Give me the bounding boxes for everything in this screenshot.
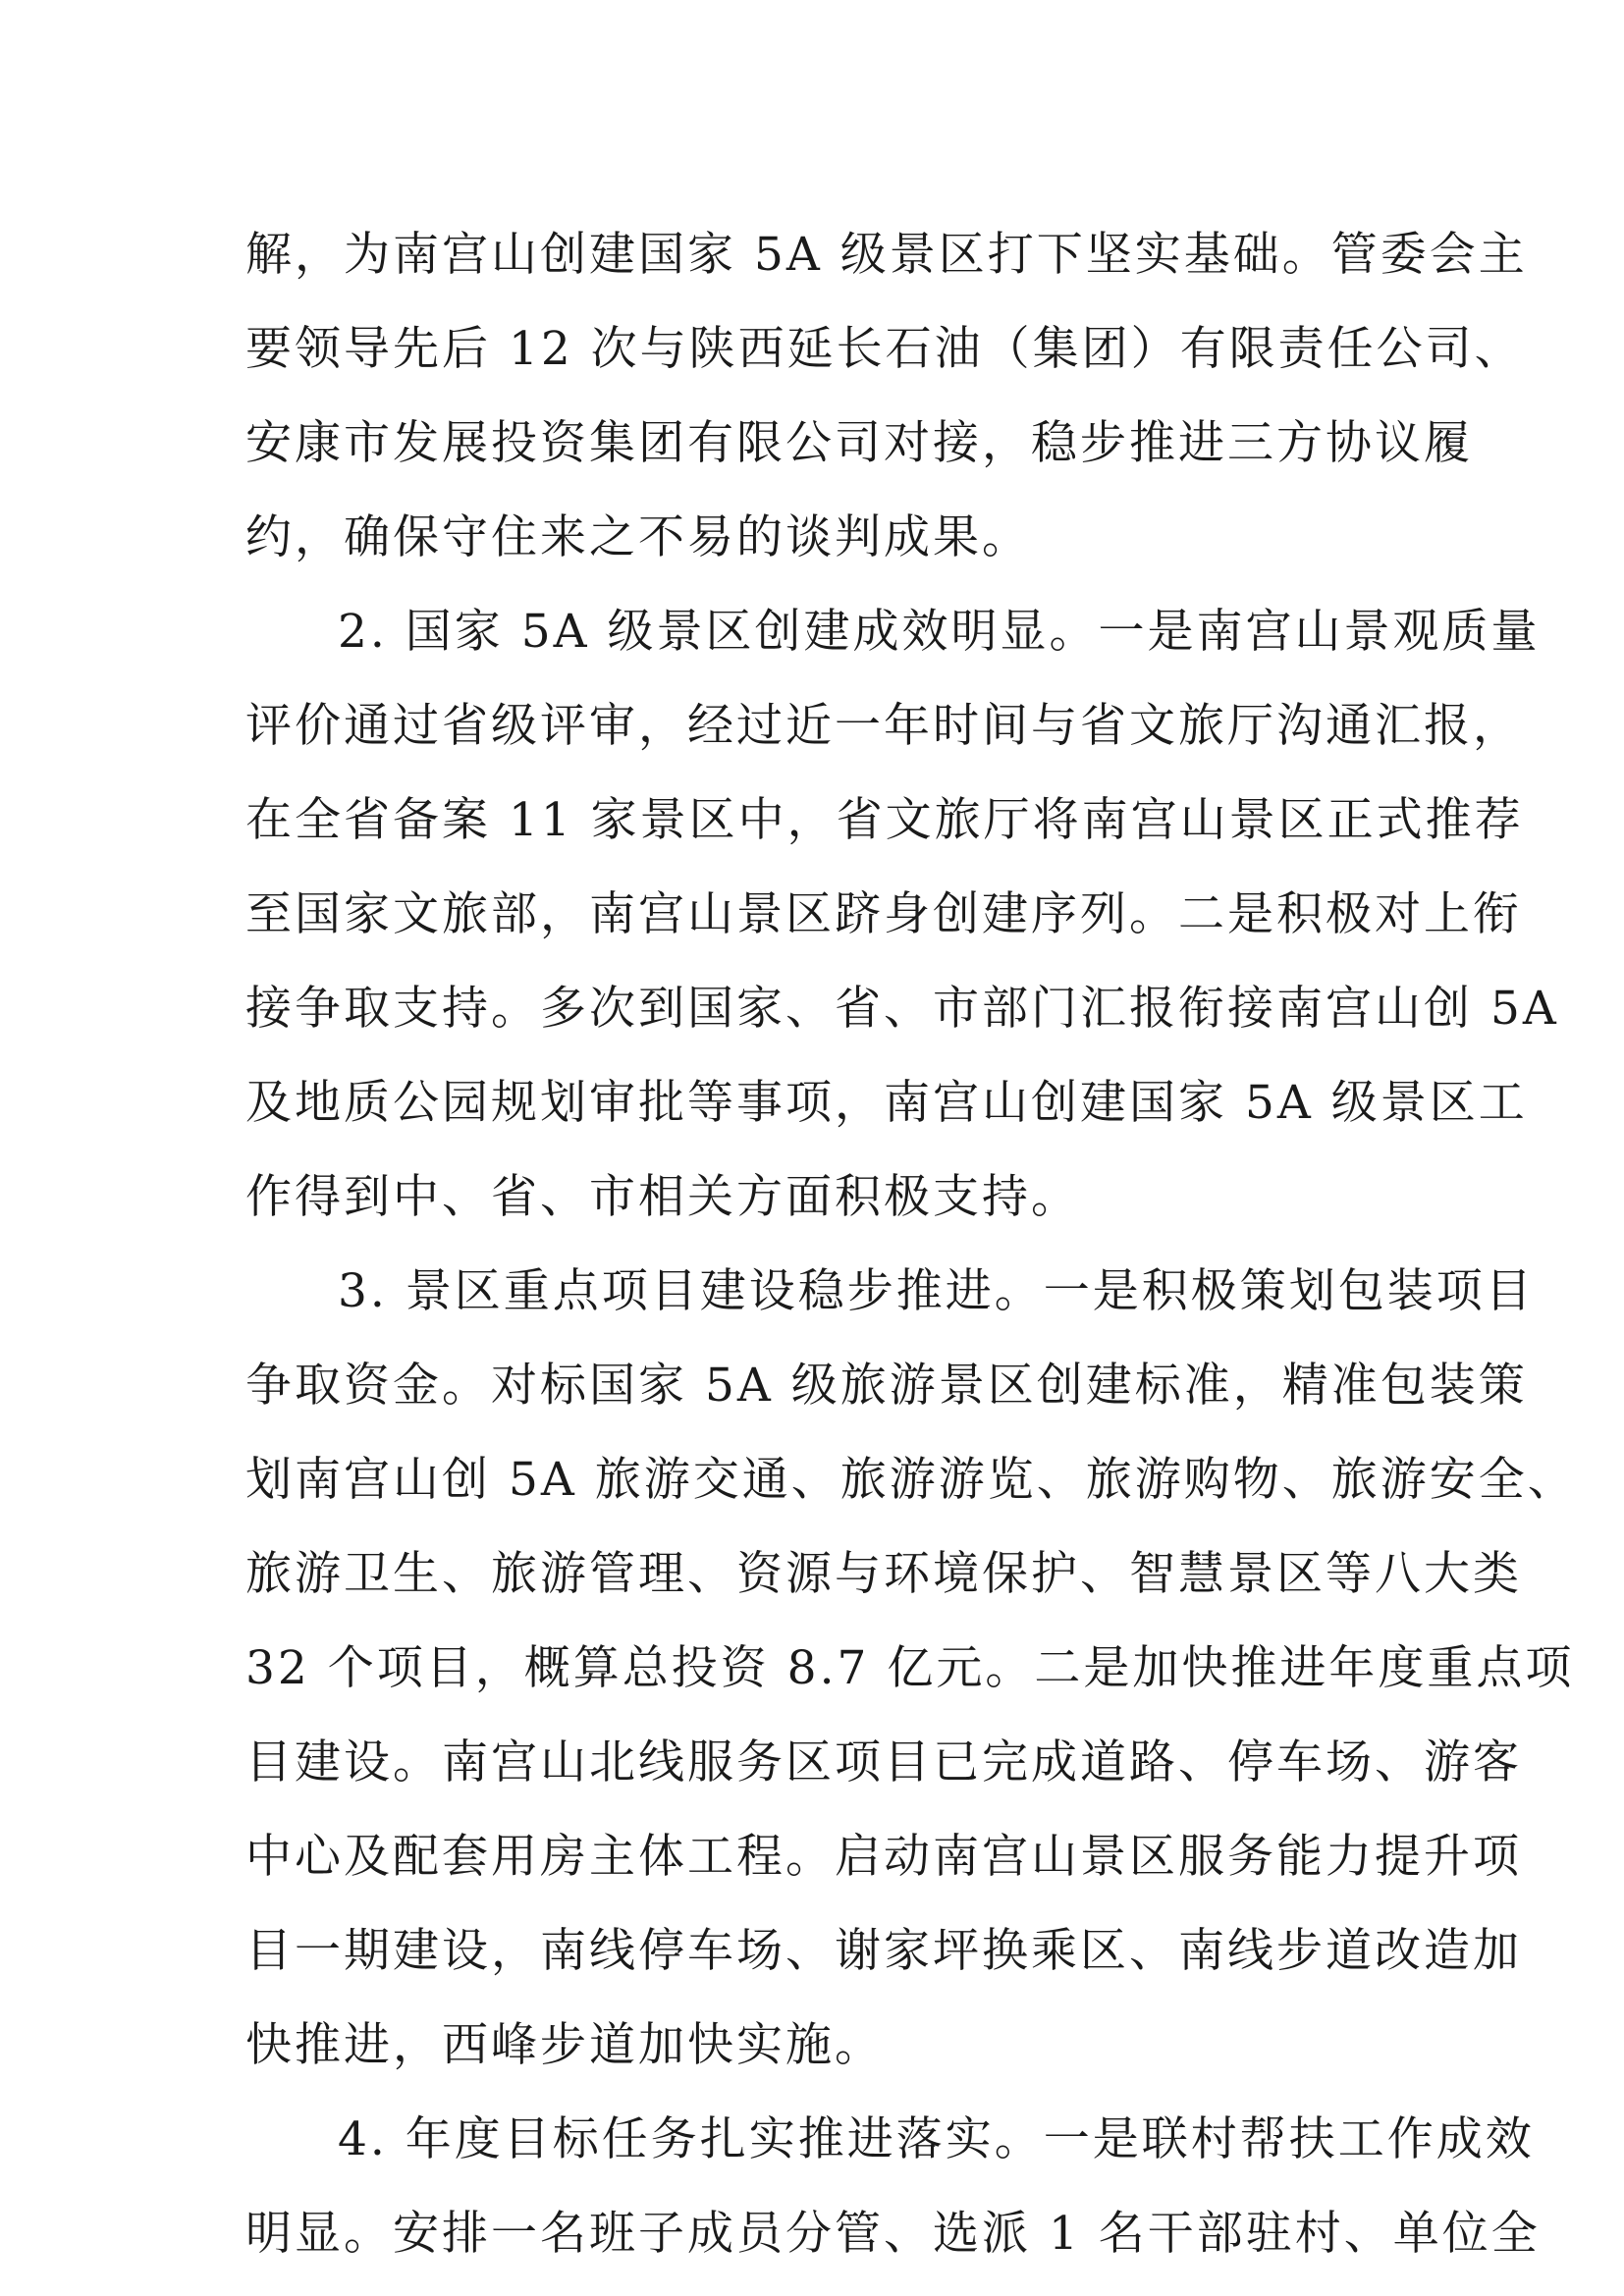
- paragraph-start-line: 4. 年度目标任务扎实推进落实。一是联村帮扶工作成效: [338, 2112, 1535, 2166]
- paragraph-start-line: 2. 国家 5A 级景区创建成效明显。一是南宫山景观质量: [338, 605, 1541, 659]
- text-line: 目一期建设，南线停车场、谢家坪换乘区、南线步道改造加: [245, 1924, 1522, 1978]
- paragraph-start-line: 3. 景区重点项目建设稳步推进。一是积极策划包装项目: [338, 1264, 1535, 1318]
- text-line: 目建设。南宫山北线服务区项目已完成道路、停车场、游客: [245, 1735, 1522, 1789]
- text-line: 评价通过省级评审，经过近一年时间与省文旅厅沟通汇报，: [245, 699, 1522, 753]
- text-line: 安康市发展投资集团有限公司对接，稳步推进三方协议履: [245, 416, 1473, 470]
- text-line: 要领导先后 12 次与陕西延长石油（集团）有限责任公司、: [245, 322, 1524, 376]
- text-line: 旅游卫生、旅游管理、资源与环境保护、智慧景区等八大类: [245, 1547, 1522, 1601]
- text-line: 解，为南宫山创建国家 5A 级景区打下坚实基础。管委会主: [245, 228, 1528, 282]
- text-line: 32 个项目，概算总投资 8.7 亿元。二是加快推进年度重点项: [245, 1641, 1575, 1695]
- text-line: 明显。安排一名班子成员分管、选派 1 名干部驻村、单位全: [245, 2207, 1541, 2261]
- body-text: [245, 208, 1577, 2281]
- text-line: 快推进，西峰步道加快实施。: [245, 2018, 884, 2072]
- text-line: 至国家文旅部，南宫山景区跻身创建序列。二是积极对上衔: [245, 887, 1522, 941]
- text-line: 接争取支持。多次到国家、省、市部门汇报衔接南宫山创 5A: [245, 982, 1559, 1036]
- text-line: 作得到中、省、市相关方面积极支持。: [245, 1170, 1080, 1224]
- text-line: 争取资金。对标国家 5A 级旅游景区创建标准，精准包装策: [245, 1359, 1528, 1413]
- text-line: 中心及配套用房主体工程。启动南宫山景区服务能力提升项: [245, 1830, 1522, 1884]
- text-line: 及地质公园规划审批等事项，南宫山创建国家 5A 级景区工: [245, 1076, 1528, 1130]
- text-line: 划南宫山创 5A 旅游交通、旅游游览、旅游购物、旅游安全、: [245, 1453, 1577, 1507]
- text-line: 在全省备案 11 家景区中，省文旅厅将南宫山景区正式推荐: [245, 793, 1524, 847]
- text-line: 约，确保守住来之不易的谈判成果。: [245, 510, 1031, 564]
